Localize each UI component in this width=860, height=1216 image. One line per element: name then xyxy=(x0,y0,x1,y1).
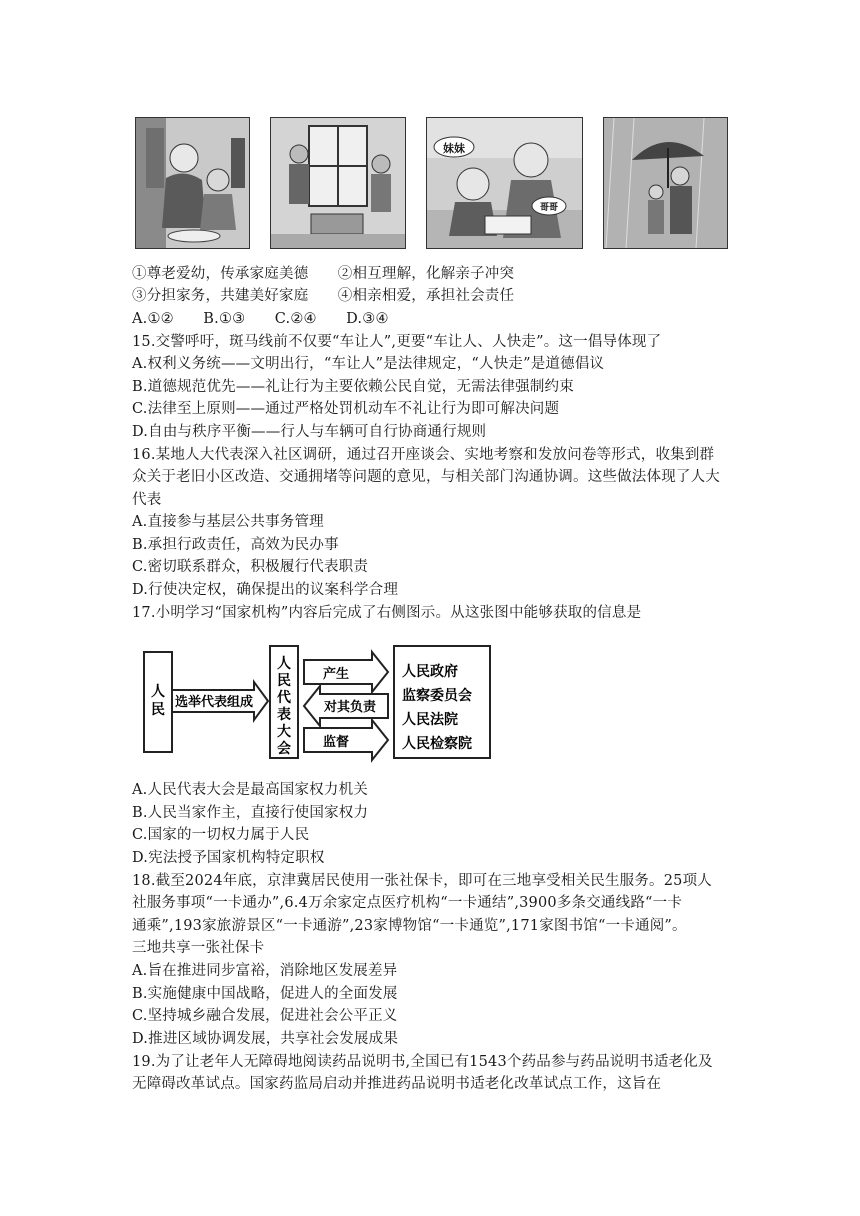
sister-bubble-text: 妹妹 xyxy=(443,142,465,155)
supervise-arrow-label: 监督 xyxy=(322,735,350,750)
q17-option-a: A.人民代表大会是最高国家权力机关 xyxy=(132,782,368,798)
q17-option-c: C.国家的一切权力属于人民 xyxy=(132,827,310,843)
q18-option-a: A.旨在推进同步富裕，消除地区发展差异 xyxy=(132,963,398,979)
responsible-arrow-label: 对其负责 xyxy=(323,700,377,715)
q19-stem-line2: 无障碍改革试点。国家药监局启动并推进药品说明书适老化改革试点工作，这旨在 xyxy=(132,1076,662,1092)
q16-stem-line3: 代表 xyxy=(132,492,162,508)
illustration-housework xyxy=(270,117,406,249)
q17-stem: 17.小明学习“国家机构”内容后完成了右侧图示。从这张图中能够获取的信息是 xyxy=(132,605,642,621)
q16-option-d: D.行使决定权，确保提出的议案科学合理 xyxy=(132,582,399,598)
congress-char: 大 xyxy=(277,724,291,740)
illustration-respect-elders xyxy=(135,117,250,249)
q16-option-c: C.密切联系群众，积极履行代表职责 xyxy=(132,559,369,575)
q15-option-c: C.法律至上原则——通过严格处罚机动车不礼让行为即可解决问题 xyxy=(132,401,560,417)
q17-option-b: B.人民当家作主，直接行使国家权力 xyxy=(132,805,369,821)
elect-arrow-label: 选举代表组成 xyxy=(174,695,254,710)
people-text-2: 民 xyxy=(151,702,165,718)
organ-court: 人民法院 xyxy=(402,712,458,728)
congress-char: 民 xyxy=(277,673,291,689)
q14-options-line1: ①尊老爱幼，传承家庭美德 ②相互理解，化解亲子冲突 xyxy=(132,266,515,282)
organ-procuratorate: 人民检察院 xyxy=(402,736,472,752)
q18-stem-line4: 三地共享一张社保卡 xyxy=(132,940,265,956)
q16-option-b: B.承担行政责任，高效为民办事 xyxy=(132,537,339,553)
congress-char: 会 xyxy=(277,741,291,757)
q15-option-d: D.自由与秩序平衡——行人与车辆可自行协商通行规则 xyxy=(132,424,487,440)
organ-supervisory-commission: 监察委员会 xyxy=(402,688,472,704)
organ-government: 人民政府 xyxy=(402,664,458,680)
q19-stem-line1: 19.为了让老年人无障碍地阅读药品说明书,全国已有1543个药品参与药品说明书适老化及 xyxy=(132,1054,713,1070)
q15-option-b: B.道德规范优先——礼让行为主要依赖公民自觉，无需法律强制约束 xyxy=(132,379,574,395)
q14-options-line2: ③分担家务，共建美好家庭 ④相亲相爱，承担社会责任 xyxy=(132,288,515,304)
congress-text xyxy=(277,656,292,757)
state-organs-diagram xyxy=(132,640,498,768)
q16-stem-line2: 众关于老旧小区改造、交通拥堵等问题的意见，与相关部门沟通协调。这些做法体现了人大 xyxy=(132,469,720,485)
congress-char: 表 xyxy=(277,707,291,723)
congress-char: 代 xyxy=(277,690,291,706)
q17-option-d: D.宪法授予国家机构特定职权 xyxy=(132,850,325,866)
brother-bubble-text: 哥哥 xyxy=(539,203,559,213)
congress-char: 人 xyxy=(277,656,291,672)
q18-option-b: B.实施健康中国战略，促进人的全面发展 xyxy=(132,986,398,1002)
q14-choices: A.①② B.①③ C.②④ D.③④ xyxy=(132,311,389,327)
q15-option-a: A.权利义务统——文明出行，“车让人”是法律规定，“人快走”是道德倡议 xyxy=(132,356,605,372)
q18-option-d: D.推进区域协调发展，共享社会发展成果 xyxy=(132,1031,399,1047)
illustration-umbrella xyxy=(603,117,728,249)
illustration-siblings xyxy=(426,117,583,249)
q18-option-c: C.坚持城乡融合发展，促进社会公平正义 xyxy=(132,1008,398,1024)
q18-stem-line3: 通乘”,193家旅游景区“一卡通游”,23家博物馆“一卡通览”,171家图书馆“一卡通阅”。 xyxy=(132,918,687,934)
q18-stem-line2: 社服务事项“一卡通办”,6.4万余家定点医疗机构“一卡通结”,3900多条交通线路“一卡 xyxy=(132,895,683,911)
q16-option-a: A.直接参与基层公共事务管理 xyxy=(132,514,324,530)
q16-stem-line1: 16.某地人大代表深入社区调研，通过召开座谈会、实地考察和发放问卷等形式，收集到群 xyxy=(132,447,715,463)
produce-arrow-label: 产生 xyxy=(322,667,350,682)
q15-stem: 15.交警呼吁，斑马线前不仅要“车让人”,更要“车让人、人快走”。这一倡导体现了 xyxy=(132,334,662,350)
q18-stem-line1: 18.截至2024年底，京津冀居民使用一张社保卡，即可在三地享受相关民生服务。25项人 xyxy=(132,873,713,889)
people-text-1: 人 xyxy=(151,684,165,700)
